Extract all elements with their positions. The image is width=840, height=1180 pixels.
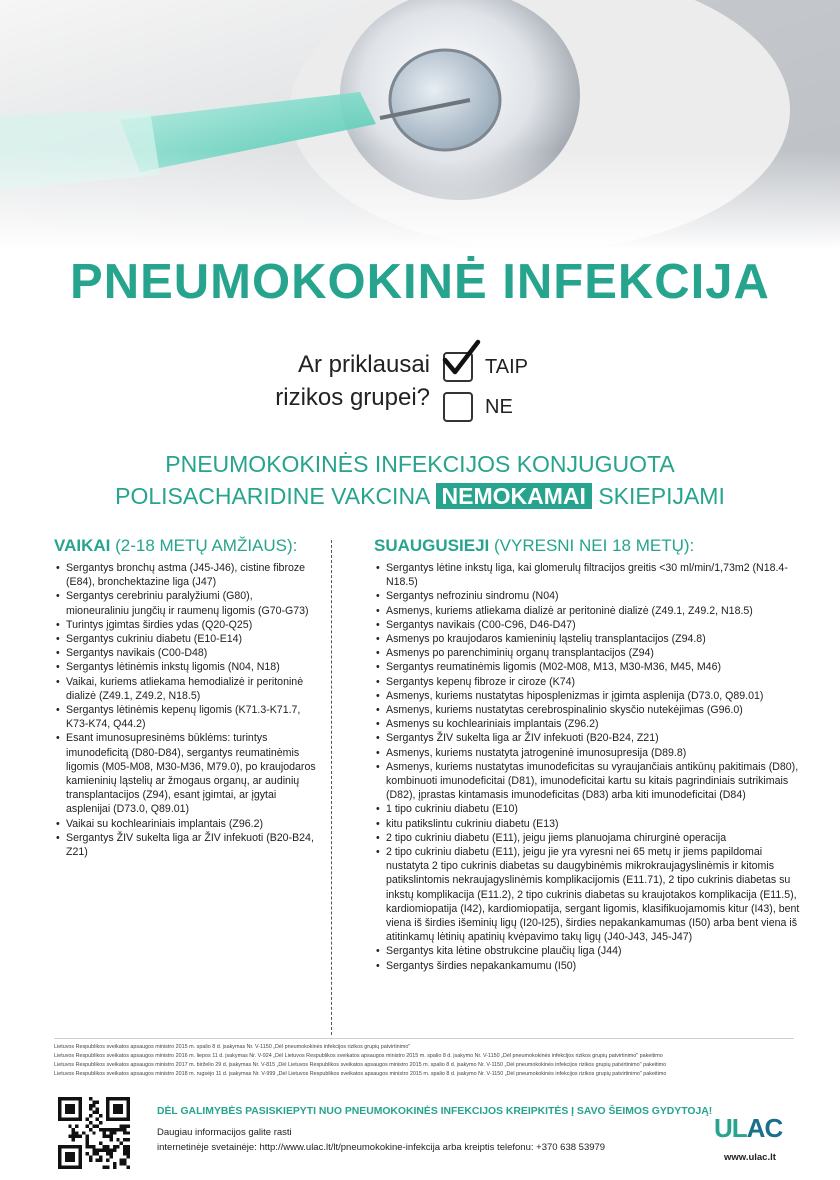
banner-line-2-pre: POLISACHARIDINE VAKCINA bbox=[115, 483, 430, 509]
banner-line-1: PNEUMOKOKINĖS INFEKCIJOS KONJUGUOTA bbox=[165, 451, 675, 477]
legal-reference-line: Lietuvos Respublikos sveikatos apsaugos ministro 2018 m. rugsėjo 11 d. įsakymas Nr. V-999 „Dėl Lietuvos Respublikos sveikatos apsaugos ministro 2015 m. spalio 8 d. įsakymo Nr. V-1150 „Dėl pneumokokinės infekcijos rizikos grupių patvirtinimo" pakeitimo bbox=[54, 1071, 667, 1077]
children-heading-bold: VAIKAI bbox=[54, 536, 111, 555]
list-item: • 1 tipo cukriniu diabetu (E10) bbox=[386, 802, 804, 816]
list-item: • Sergantys navikais (C00-C96, D46-D47) bbox=[386, 618, 804, 632]
list-item: • Vaikai su kochleariniais implantais (Z96.2) bbox=[66, 817, 316, 831]
adults-heading bbox=[374, 536, 694, 556]
no-checkbox[interactable] bbox=[443, 392, 473, 422]
list-item: • Asmenys, kuriems atliekama dializė ar peritoninė dializė (Z49.1, Z49.2, N18.5) bbox=[386, 604, 804, 618]
page-title: PNEUMOKOKINĖ INFEKCIJA bbox=[70, 255, 770, 309]
legal-reference-line: Lietuvos Respublikos sveikatos apsaugos ministro 2017 m. birželio 29 d. įsakymas Nr. V-815 „Dėl Lietuvos Respublikos sveikatos apsaugos ministro 2015 m. spalio 8 d. įsakymo Nr. V-1150 „Dėl pneumokokinės infekcijos rizikos grupių patvirtinimo" pakeitimo bbox=[54, 1062, 667, 1068]
list-item: • Sergantys lėtinėmis kepenų ligomis (K71.3-K71.7, K73-K74, Q44.2) bbox=[66, 703, 316, 731]
legal-reference-line: Lietuvos Respublikos sveikatos apsaugos ministro 2016 m. liepos 11 d. įsakymas Nr. V-924 „Dėl Lietuvos Respublikos sveikatos apsaugos ministro 2015 m. spalio 8 d. įsakymo Nr. V-1150 „Dėl pneumokokinės infekcijos rizikos grupių patvirtinimo" pakeitimo bbox=[54, 1053, 663, 1059]
legal-references bbox=[54, 1043, 794, 1079]
list-item: • Asmenys, kuriems nustatytas imunodeficitas su vyraujančiais antikūnų pakitimais (D80), kombinuoti imunodeficitai (D81), imunodeficitai kartu su kitais pagrindiniais sutrikimais (D82), įprastas kintamasis imunodeficitas (D83) arba kiti imunodeficitai (D84) bbox=[386, 760, 804, 803]
list-item: • Sergantys cukriniu diabetu (E10-E14) bbox=[66, 632, 316, 646]
ulac-logo-right: AC bbox=[746, 1113, 783, 1143]
list-item: • Sergantys ŽIV sukelta liga ar ŽIV infekuoti (B20-B24, Z21) bbox=[66, 831, 316, 859]
list-item: • Sergantys ŽIV sukelta liga ar ŽIV infekuoti (B20-B24, Z21) bbox=[386, 731, 804, 745]
question-line-2: rizikos grupei? bbox=[275, 384, 430, 411]
list-item: • Esant imunosupresinėms būklėms: turintys imunodeficitą (D80-D84), sergantys reumatinėmis ligomis (M05-M08, M30-M36, M79.0), po kraujodaros kamieninių ląstelių ar žmogaus organų, ar audinių transplantacijos (Z94), esant įgimtai, ar įgytai asplenijai (D73.0, Q89.01) bbox=[66, 731, 316, 816]
list-item: • Asmenys su kochleariniais implantais (Z96.2) bbox=[386, 717, 804, 731]
list-item: • Asmenys po parenchiminių organų transplantacijos (Z94) bbox=[386, 646, 804, 660]
list-item: • 2 tipo cukriniu diabetu (E11), jeigu jie yra vyresni nei 65 metų ir jiems papildomai nustatyta 2 tipo cukrinis diabetas su daugybinėmis mikrokraujagyslinėmis ir kitomis patikslintomis nekraujagyslinėmis komplikacijomis (E11.71), 2 tipo cukrinis diabetas su inkstų komplikacija (E11.2), 2 tipo cukrinis diabetas su kraujotakos komplikacija (E11.5), kardiomiopatija (I42), kardiomiopatija, sergant ligomis, klasifikuojamomis kitur (I43), bent viena iš širdies išeminių ligų (I20-I25), širdies nepakankamumas (I50) arba bent viena iš atitinkamų lėtinių apatinių kvėpavimo takų ligų (J40-J43, J45-J47) bbox=[386, 845, 804, 944]
risk-group-question bbox=[250, 348, 430, 414]
list-item: • Asmenys, kuriems nustatytas cerebrospinalinio skysčio nutekėjimas (G96.0) bbox=[386, 703, 804, 717]
check-icon bbox=[436, 336, 482, 382]
list-item: • Sergantys kita lėtine obstrukcine plaučių liga (J44) bbox=[386, 944, 804, 958]
list-item: • Asmenys, kuriems nustatyta jatrogeninė imunosupresija (D89.8) bbox=[386, 746, 804, 760]
list-item: • Sergantys kepenų fibroze ir ciroze (K74) bbox=[386, 675, 804, 689]
legal-reference-line: Lietuvos Respublikos sveikatos apsaugos ministro 2015 m. spalio 8 d. įsakymas Nr. V-1150 „Dėl pneumokokinės infekcijos rizikos grupių patvirtinimo" bbox=[54, 1044, 411, 1050]
list-item: • Sergantys lėtinėmis inkstų ligomis (N04, N18) bbox=[66, 660, 316, 674]
free-highlight-badge: NEMOKAMAI bbox=[436, 483, 592, 509]
list-item: • Sergantys lėtine inkstų liga, kai glomerulų filtracijos greitis <30 ml/min/1,73m2 (N18.4-N18.5) bbox=[386, 561, 804, 589]
list-item: • Sergantys reumatinėmis ligomis (M02-M08, M13, M30-M36, M45, M46) bbox=[386, 660, 804, 674]
list-item: • Turintys įgimtas širdies ydas (Q20-Q25) bbox=[66, 618, 316, 632]
adults-heading-bold: SUAUGUSIEJI bbox=[374, 536, 490, 555]
hero-vaccine-image bbox=[0, 0, 840, 250]
list-item: • Sergantys širdies nepakankamumu (I50) bbox=[386, 959, 804, 973]
footer-info-line-2[interactable]: internetinėje svetainėje: http://www.ulac.lt/lt/pneumokokine-infekcija arba kreiptis telefonu: +370 638 53979 bbox=[157, 1142, 606, 1153]
list-item: • Vaikai, kuriems atliekama hemodializė ir peritoninė dializė (Z49.1, Z49.2, N18.5) bbox=[66, 675, 316, 703]
yes-option-label: TAIP bbox=[485, 356, 528, 378]
banner-line-2-post: SKIEPIJAMI bbox=[598, 483, 725, 509]
list-item: • kitu patikslintu cukriniu diabetu (E13) bbox=[386, 817, 804, 831]
ulac-website-link[interactable]: www.ulac.lt bbox=[724, 1152, 776, 1163]
question-line-1: Ar priklausai bbox=[297, 351, 430, 378]
ulac-logo-left: UL bbox=[714, 1113, 747, 1143]
legal-divider bbox=[54, 1038, 794, 1039]
ulac-logo bbox=[714, 1113, 782, 1144]
list-item: • Asmenys po kraujodaros kamieninių ląstelių transplantacijos (Z94.8) bbox=[386, 632, 804, 646]
vaccine-banner bbox=[0, 448, 840, 512]
footer-headline: DĖL GALIMYBĖS PASISKIEPYTI NUO PNEUMOKOKINĖS INFEKCIJOS KREIPKITĖS Į SAVO ŠEIMOS GYDYTOJĄ! bbox=[157, 1106, 713, 1117]
banner-line-2 bbox=[0, 480, 840, 512]
qr-code[interactable] bbox=[58, 1097, 130, 1169]
list-item: • Sergantys navikais (C00-D48) bbox=[66, 646, 316, 660]
no-option-label: NE bbox=[485, 396, 513, 418]
list-item: • Asmenys, kuriems nustatytas hiposplenizmas ir įgimta asplenija (D73.0, Q89.01) bbox=[386, 689, 804, 703]
list-item: • 2 tipo cukriniu diabetu (E11), jeigu jiems planuojama chirurginė operacija bbox=[386, 831, 804, 845]
list-item: • Sergantys nefroziniu sindromu (N04) bbox=[386, 589, 804, 603]
children-heading-rest: (2-18 METŲ AMŽIAUS): bbox=[115, 536, 298, 555]
adults-risk-list bbox=[374, 561, 804, 973]
list-item: • Sergantys cerebriniu paralyžiumi (G80), mioneuraliniu jungčių ir raumenų ligomis (G70-G73) bbox=[66, 589, 316, 617]
children-heading bbox=[54, 536, 297, 556]
column-divider bbox=[331, 540, 332, 1035]
footer-info-line-1: Daugiau informacijos galite rasti bbox=[157, 1127, 292, 1138]
adults-heading-rest: (VYRESNI NEI 18 METŲ): bbox=[493, 536, 695, 555]
list-item: • Sergantys bronchų astma (J45-J46), cistine fibroze (E84), bronchektazine liga (J47) bbox=[66, 561, 316, 589]
children-risk-list bbox=[54, 561, 316, 859]
